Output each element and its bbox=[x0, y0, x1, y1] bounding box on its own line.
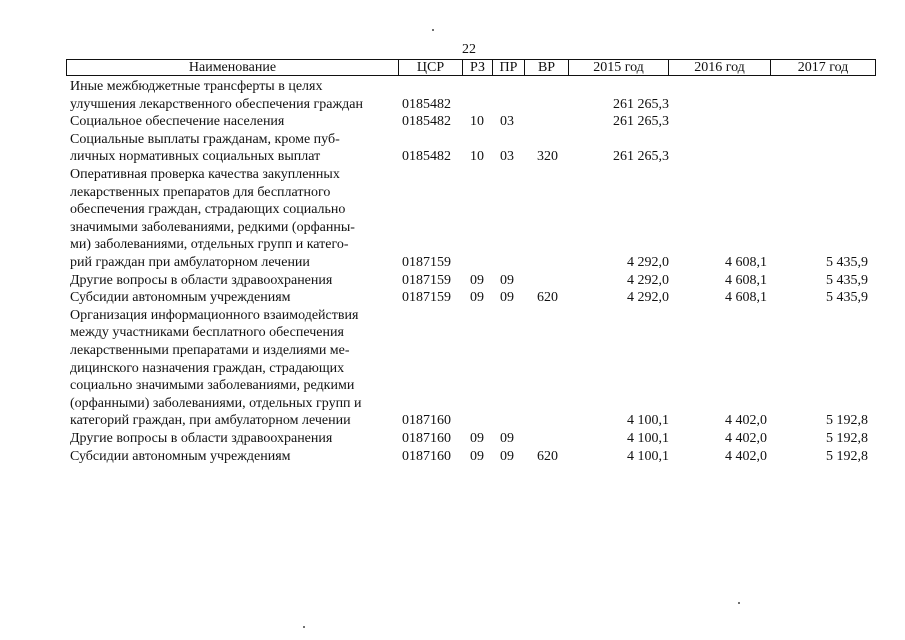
row-y2016: 4 402,0 bbox=[725, 431, 767, 446]
row-y2017: 5 192,8 bbox=[826, 448, 868, 464]
row-pr: 09 bbox=[500, 290, 514, 306]
row-name-line: Оперативная проверка качества закупленных bbox=[70, 167, 340, 182]
row-name-line: ми) заболеваниями, отдельных групп и катего- bbox=[70, 237, 349, 253]
row-pr: 03 bbox=[500, 149, 514, 165]
row-pr: 09 bbox=[500, 448, 514, 464]
row-name-line: дицинского назначения граждан, страдающих bbox=[70, 360, 345, 376]
row-csr: 0187159 bbox=[402, 290, 451, 306]
header-pr: ПР bbox=[492, 60, 524, 75]
row-rz: 09 bbox=[470, 431, 484, 446]
row-name-line: между участниками бесплатного обеспечения bbox=[70, 325, 344, 341]
row-rz: 09 bbox=[470, 272, 484, 288]
row-csr: 0187160 bbox=[402, 413, 451, 429]
row-name-line: рий граждан при амбулаторном лечении bbox=[70, 255, 310, 270]
row-y2015: 4 292,0 bbox=[627, 272, 669, 288]
row-name-line: социально значимыми заболеваниями, редкими bbox=[70, 378, 355, 394]
table-header bbox=[66, 59, 876, 76]
row-rz: 09 bbox=[470, 290, 484, 306]
row-rz: 10 bbox=[470, 114, 484, 130]
row-csr: 0187160 bbox=[402, 448, 451, 464]
row-csr: 0185482 bbox=[402, 149, 451, 165]
row-y2015: 4 292,0 bbox=[627, 255, 669, 270]
scan-speck bbox=[303, 626, 305, 628]
header-csr: ЦСР bbox=[398, 60, 462, 75]
header-vr: ВР bbox=[524, 60, 568, 75]
row-name-line: Иные межбюджетные трансферты в целях bbox=[70, 79, 323, 94]
row-y2017: 5 192,8 bbox=[826, 413, 868, 429]
row-y2015: 4 100,1 bbox=[627, 448, 669, 464]
page-number: 22 bbox=[462, 42, 476, 57]
row-name-line: лекарственными препаратами и изделиями ме- bbox=[70, 343, 350, 358]
header-2017: 2017 год bbox=[770, 60, 875, 75]
row-name-line: личных нормативных социальных выплат bbox=[70, 149, 321, 165]
row-csr: 0187160 bbox=[402, 431, 451, 446]
row-csr: 0185482 bbox=[402, 114, 451, 130]
row-name-line: обеспечения граждан, страдающих социально bbox=[70, 202, 346, 218]
row-y2016: 4 402,0 bbox=[725, 448, 767, 464]
row-y2015: 4 100,1 bbox=[627, 431, 669, 446]
scan-speck bbox=[432, 29, 434, 31]
row-y2016: 4 402,0 bbox=[725, 413, 767, 429]
header-2015: 2015 год bbox=[568, 60, 668, 75]
row-y2016: 4 608,1 bbox=[725, 290, 767, 306]
header-name: Наименование bbox=[188, 60, 277, 75]
row-y2015: 261 265,3 bbox=[613, 114, 669, 130]
row-y2015: 261 265,3 bbox=[613, 96, 669, 112]
row-rz: 09 bbox=[470, 448, 484, 464]
row-vr: 620 bbox=[537, 290, 558, 306]
row-y2017: 5 192,8 bbox=[826, 431, 868, 446]
row-name-line: значимыми заболеваниями, редкими (орфанны- bbox=[70, 219, 355, 235]
row-pr: 03 bbox=[500, 114, 514, 130]
row-y2015: 4 100,1 bbox=[627, 413, 669, 429]
row-y2015: 261 265,3 bbox=[613, 149, 669, 165]
row-name-line: Социальные выплаты гражданам, кроме пуб- bbox=[70, 131, 340, 147]
row-pr: 09 bbox=[500, 431, 514, 446]
row-name-line: Организация информационного взаимодействия bbox=[70, 307, 359, 323]
row-vr: 320 bbox=[537, 149, 558, 165]
header-2016: 2016 год bbox=[668, 60, 770, 75]
row-y2017: 5 435,9 bbox=[826, 290, 868, 306]
scan-speck bbox=[738, 602, 740, 604]
row-y2016: 4 608,1 bbox=[725, 272, 767, 288]
header-rz: РЗ bbox=[462, 60, 492, 75]
row-vr: 620 bbox=[537, 448, 558, 464]
row-y2016: 4 608,1 bbox=[725, 255, 767, 270]
row-name-line: Субсидии автономным учреждениям bbox=[70, 448, 291, 464]
row-name-line: Социальное обеспечение населения bbox=[70, 114, 285, 130]
row-csr: 0187159 bbox=[402, 255, 451, 270]
row-name-line: улучшения лекарственного обеспечения граждан bbox=[70, 96, 363, 112]
row-name-line: лекарственных препаратов для бесплатного bbox=[70, 184, 331, 200]
row-y2015: 4 292,0 bbox=[627, 290, 669, 306]
row-pr: 09 bbox=[500, 272, 514, 288]
row-rz: 10 bbox=[470, 149, 484, 165]
row-csr: 0187159 bbox=[402, 272, 451, 288]
row-name-line: категорий граждан, при амбулаторном лечении bbox=[70, 413, 351, 429]
row-name-line: Другие вопросы в области здравоохранения bbox=[70, 431, 333, 446]
row-name-line: Другие вопросы в области здравоохранения bbox=[70, 272, 333, 288]
row-name-line: (орфанными) заболеваниями, отдельных групп и bbox=[70, 395, 362, 411]
row-y2017: 5 435,9 bbox=[826, 272, 868, 288]
row-name-line: Субсидии автономным учреждениям bbox=[70, 290, 291, 306]
row-csr: 0185482 bbox=[402, 96, 451, 112]
row-y2017: 5 435,9 bbox=[826, 255, 868, 270]
